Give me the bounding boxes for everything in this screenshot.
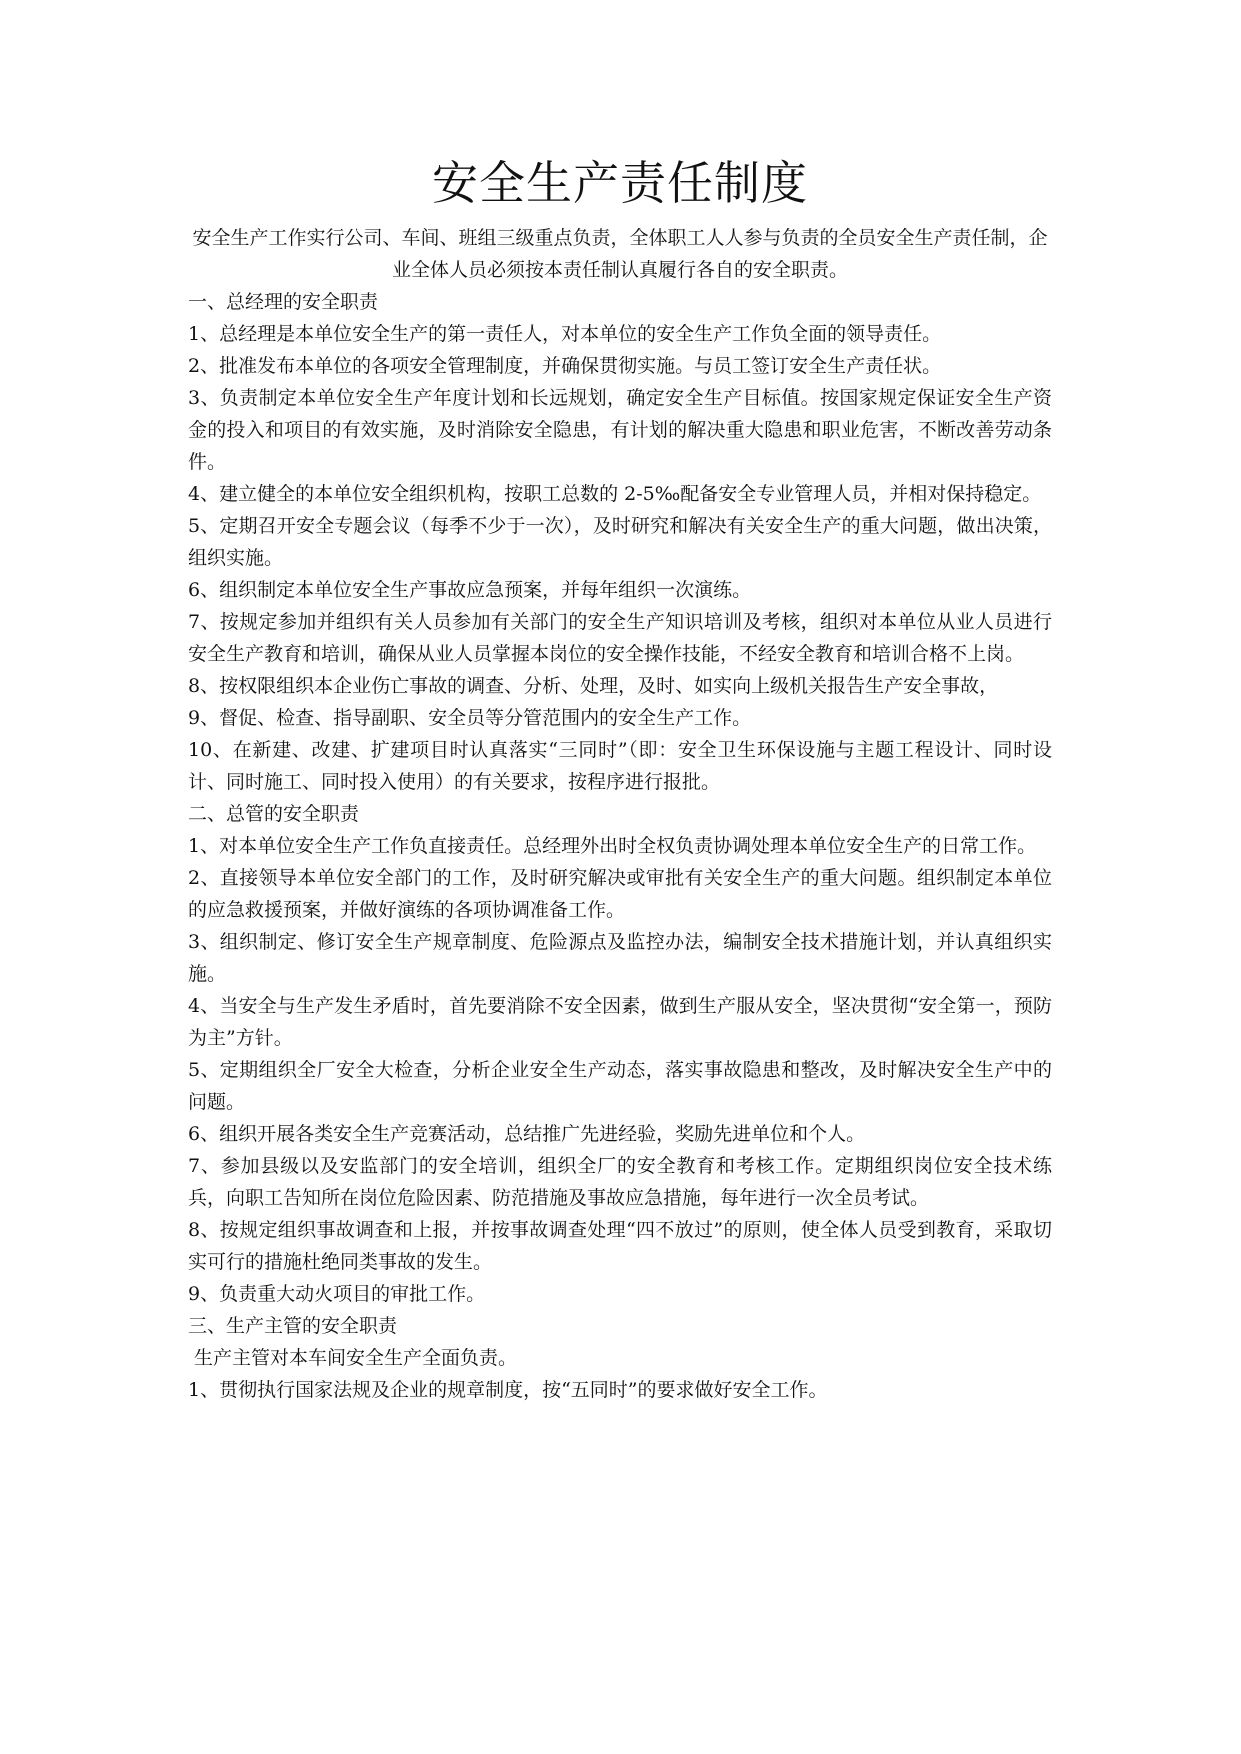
section-item: 4、建立健全的本单位安全组织机构，按职工总数的 2-5‰配备安全专业管理人员，并相对保持稳定。	[188, 483, 1042, 505]
section-item: 5、定期组织全厂安全大检查，分析企业安全生产动态，落实事故隐患和整改，及时解决安全生产中的问题。	[188, 1059, 1052, 1113]
section-item: 1、对本单位安全生产工作负直接责任。总经理外出时全权负责协调处理本单位安全生产的日常工作。	[188, 835, 1037, 857]
section-1	[188, 286, 1052, 798]
section-item: 8、按权限组织本企业伤亡事故的调查、分析、处理，及时、如实向上级机关报告生产安全事故，	[188, 675, 999, 697]
section-item: 8、按规定组织事故调查和上报，并按事故调查处理“四不放过”的原则，使全体人员受到教育，采取切实可行的措施杜绝同类事故的发生。	[188, 1219, 1052, 1273]
section-item: 9、督促、检查、指导副职、安全员等分管范围内的安全生产工作。	[188, 707, 752, 729]
section-item: 1、总经理是本单位安全生产的第一责任人，对本单位的安全生产工作负全面的领导责任。	[188, 323, 942, 345]
section-item: 6、组织开展各类安全生产竞赛活动，总结推广先进经验，奖励先进单位和个人。	[188, 1123, 866, 1145]
section-item: 2、批准发布本单位的各项安全管理制度，并确保贯彻实施。与员工签订安全生产责任状。	[188, 355, 942, 377]
section-item: 7、按规定参加并组织有关人员参加有关部门的安全生产知识培训及考核，组织对本单位从业人员进行安全生产教育和培训，确保从业人员掌握本岗位的安全操作技能，不经安全教育和培训合格不上岗。	[188, 611, 1052, 665]
section-item: 5、定期召开安全专题会议（每季不少于一次），及时研究和解决有关安全生产的重大问题，做出决策，组织实施。	[188, 515, 1052, 569]
section-item: 7、参加县级以及安监部门的安全培训，组织全厂的安全教育和考核工作。定期组织岗位安全技术练兵，向职工告知所在岗位危险因素、防范措施及事故应急措施，每年进行一次全员考试。	[188, 1155, 1052, 1209]
section-item: 6、组织制定本单位安全生产事故应急预案，并每年组织一次演练。	[188, 579, 752, 601]
document-body	[188, 150, 1052, 1406]
section-heading: 三、生产主管的安全职责	[188, 1315, 398, 1337]
section-heading: 一、总经理的安全职责	[188, 291, 379, 313]
sections-container	[188, 286, 1052, 1406]
section-item: 3、组织制定、修订安全生产规章制度、危险源点及监控办法，编制安全技术措施计划，并认真组织实施。	[188, 931, 1052, 985]
section-item: 1、贯彻执行国家法规及企业的规章制度，按“五同时”的要求做好安全工作。	[188, 1379, 828, 1401]
document-title: 安全生产责任制度	[432, 156, 808, 210]
section-item: 3、负责制定本单位安全生产年度计划和长远规划，确定安全生产目标值。按国家规定保证安全生产资金的投入和项目的有效实施，及时消除安全隐患，有计划的解决重大隐患和职业危害，不断改善劳动条件。	[188, 387, 1052, 473]
section-item: 10、在新建、改建、扩建项目时认真落实“三同时”（即：安全卫生环保设施与主题工程设计、同时设计、同时施工、同时投入使用）的有关要求，按程序进行报批。	[188, 739, 1052, 793]
intro-paragraph: 安全生产工作实行公司、车间、班组三级重点负责，全体职工人人参与负责的全员安全生产责任制，企业全体人员必须按本责任制认真履行各自的安全职责。	[192, 227, 1048, 281]
section-note: 生产主管对本车间安全生产全面负责。	[194, 1347, 518, 1369]
section-3	[188, 1310, 1052, 1406]
section-2	[188, 798, 1052, 1310]
section-item: 4、当安全与生产发生矛盾时，首先要消除不安全因素，做到生产服从安全，坚决贯彻“安全第一，预防为主”方针。	[188, 995, 1052, 1049]
section-heading: 二、总管的安全职责	[188, 803, 360, 825]
section-item: 2、直接领导本单位安全部门的工作，及时研究解决或审批有关安全生产的重大问题。组织制定本单位的应急救援预案，并做好演练的各项协调准备工作。	[188, 867, 1052, 921]
section-item: 9、负责重大动火项目的审批工作。	[188, 1283, 486, 1305]
